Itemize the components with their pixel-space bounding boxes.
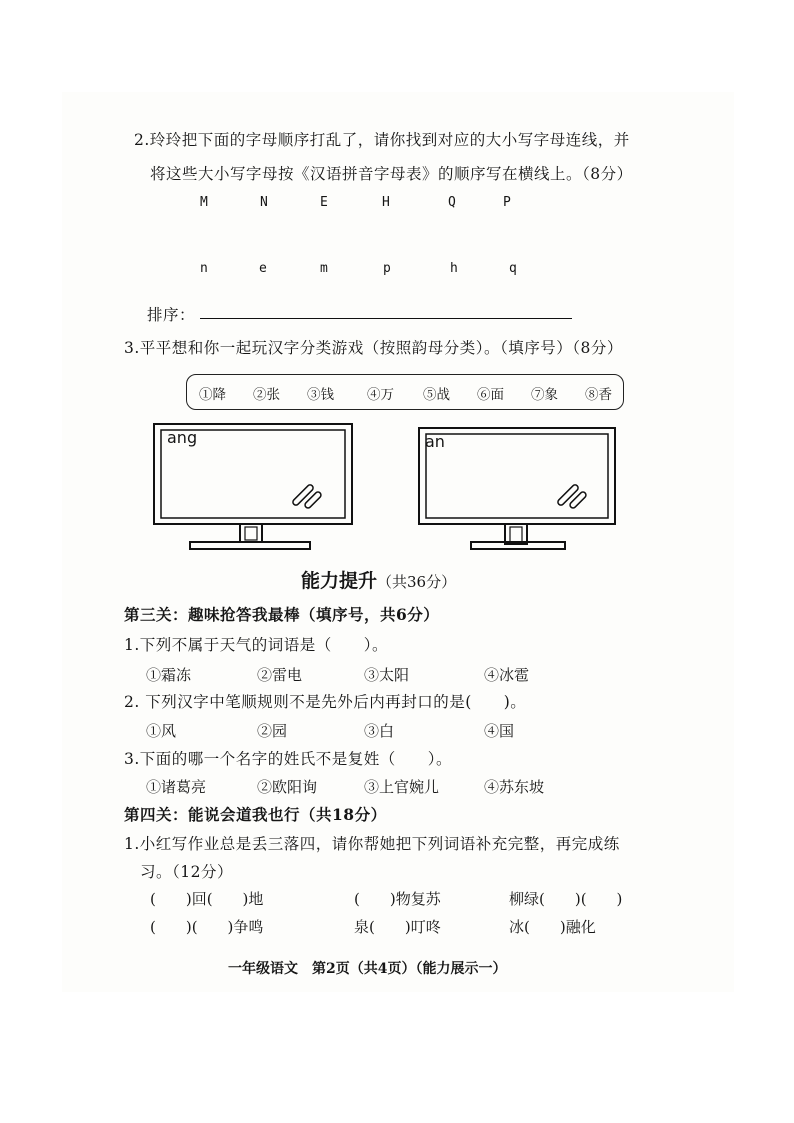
char-option: ④万 xyxy=(367,387,394,403)
q2-line2: 将这些大小写字母按《汉语拼音字母表》的顺序写在横线上。（8分） xyxy=(150,165,633,183)
fill-word[interactable]: 冰( )融化 xyxy=(509,918,596,936)
part4-q1-line2: 习。（12分） xyxy=(140,863,233,881)
fill-word[interactable]: 泉( )叮咚 xyxy=(354,918,441,936)
char-option: ⑤战 xyxy=(423,387,450,403)
uppercase-letter: H xyxy=(382,195,390,210)
page-footer: 一年级语文 第2页（共4页）（能力展示一） xyxy=(228,961,507,977)
order-label: 排序： xyxy=(147,306,196,324)
q3-text: 3.平平想和你一起玩汉字分类游戏（按照韵母分类）。（填序号）（8分） xyxy=(124,339,623,357)
q1-option-c: ③太阳 xyxy=(364,666,410,684)
monitor-an xyxy=(415,424,625,554)
char-option: ②张 xyxy=(253,387,280,403)
character-options-box xyxy=(186,374,624,410)
fill-word[interactable]: ( )物复苏 xyxy=(354,890,441,908)
char-option: ①降 xyxy=(199,387,226,403)
uppercase-letter: M xyxy=(200,195,208,210)
char-option: ③钱 xyxy=(307,387,334,403)
uppercase-letter: E xyxy=(320,195,328,210)
q2-option-a: ①风 xyxy=(146,722,177,740)
q3-option-d: ④苏东坡 xyxy=(484,778,545,796)
q3-option-a: ①诸葛亮 xyxy=(146,778,207,796)
section-score: （共36分） xyxy=(377,573,457,591)
fill-word[interactable]: ( )( )争鸣 xyxy=(150,918,264,936)
q1-option-b: ②雷电 xyxy=(257,666,303,684)
fill-word[interactable]: ( )回( )地 xyxy=(150,890,264,908)
section-title xyxy=(301,566,456,593)
part4-title: 第四关：能说会道我也行（共18分） xyxy=(124,805,387,824)
monitor-an-label: an xyxy=(425,432,445,451)
q1-option-a: ①霜冻 xyxy=(146,666,192,684)
q1-option-d: ④冰雹 xyxy=(484,666,530,684)
uppercase-letter: P xyxy=(503,195,511,210)
order-answer-line[interactable] xyxy=(200,318,572,319)
q2-line1: 2.玲玲把下面的字母顺序打乱了，请你找到对应的大小写字母连线，并 xyxy=(134,131,630,149)
fill-word[interactable]: 柳绿( )( ) xyxy=(509,890,623,908)
uppercase-letter: N xyxy=(260,195,268,210)
q2-option-d: ④国 xyxy=(484,722,515,740)
part4-q1-line1: 1.小红写作业总是丢三落四，请你帮她把下列词语补充完整，再完成练 xyxy=(124,835,620,853)
char-option: ⑥面 xyxy=(477,387,504,403)
char-option: ⑦象 xyxy=(531,387,558,403)
q3-option-c: ③上官婉儿 xyxy=(364,778,440,796)
section-title-text: 能力提升 xyxy=(301,570,378,592)
lowercase-letter: n xyxy=(200,261,208,276)
part3-q3: 3.下面的哪一个名字的姓氏不是复姓（ ）。 xyxy=(124,750,453,768)
part3-title: 第三关：趣味抢答我最棒（填序号，共6分） xyxy=(124,605,440,624)
lowercase-letter: m xyxy=(320,261,328,276)
part3-q2: 2. 下列汉字中笔顺规则不是先外后内再封口的是( )。 xyxy=(124,693,527,711)
monitor-ang-label: ang xyxy=(167,428,198,447)
uppercase-letter: Q xyxy=(448,195,456,210)
part3-q1: 1.下列不属于天气的词语是（ ）。 xyxy=(124,636,389,654)
q3-option-b: ②欧阳询 xyxy=(257,778,318,796)
char-option: ⑧香 xyxy=(585,387,612,403)
q2-option-c: ③白 xyxy=(364,722,395,740)
lowercase-letter: h xyxy=(450,261,458,276)
lowercase-letter: p xyxy=(383,261,391,276)
lowercase-letter: e xyxy=(259,261,267,276)
q2-option-b: ②园 xyxy=(257,722,288,740)
lowercase-letter: q xyxy=(509,261,517,276)
